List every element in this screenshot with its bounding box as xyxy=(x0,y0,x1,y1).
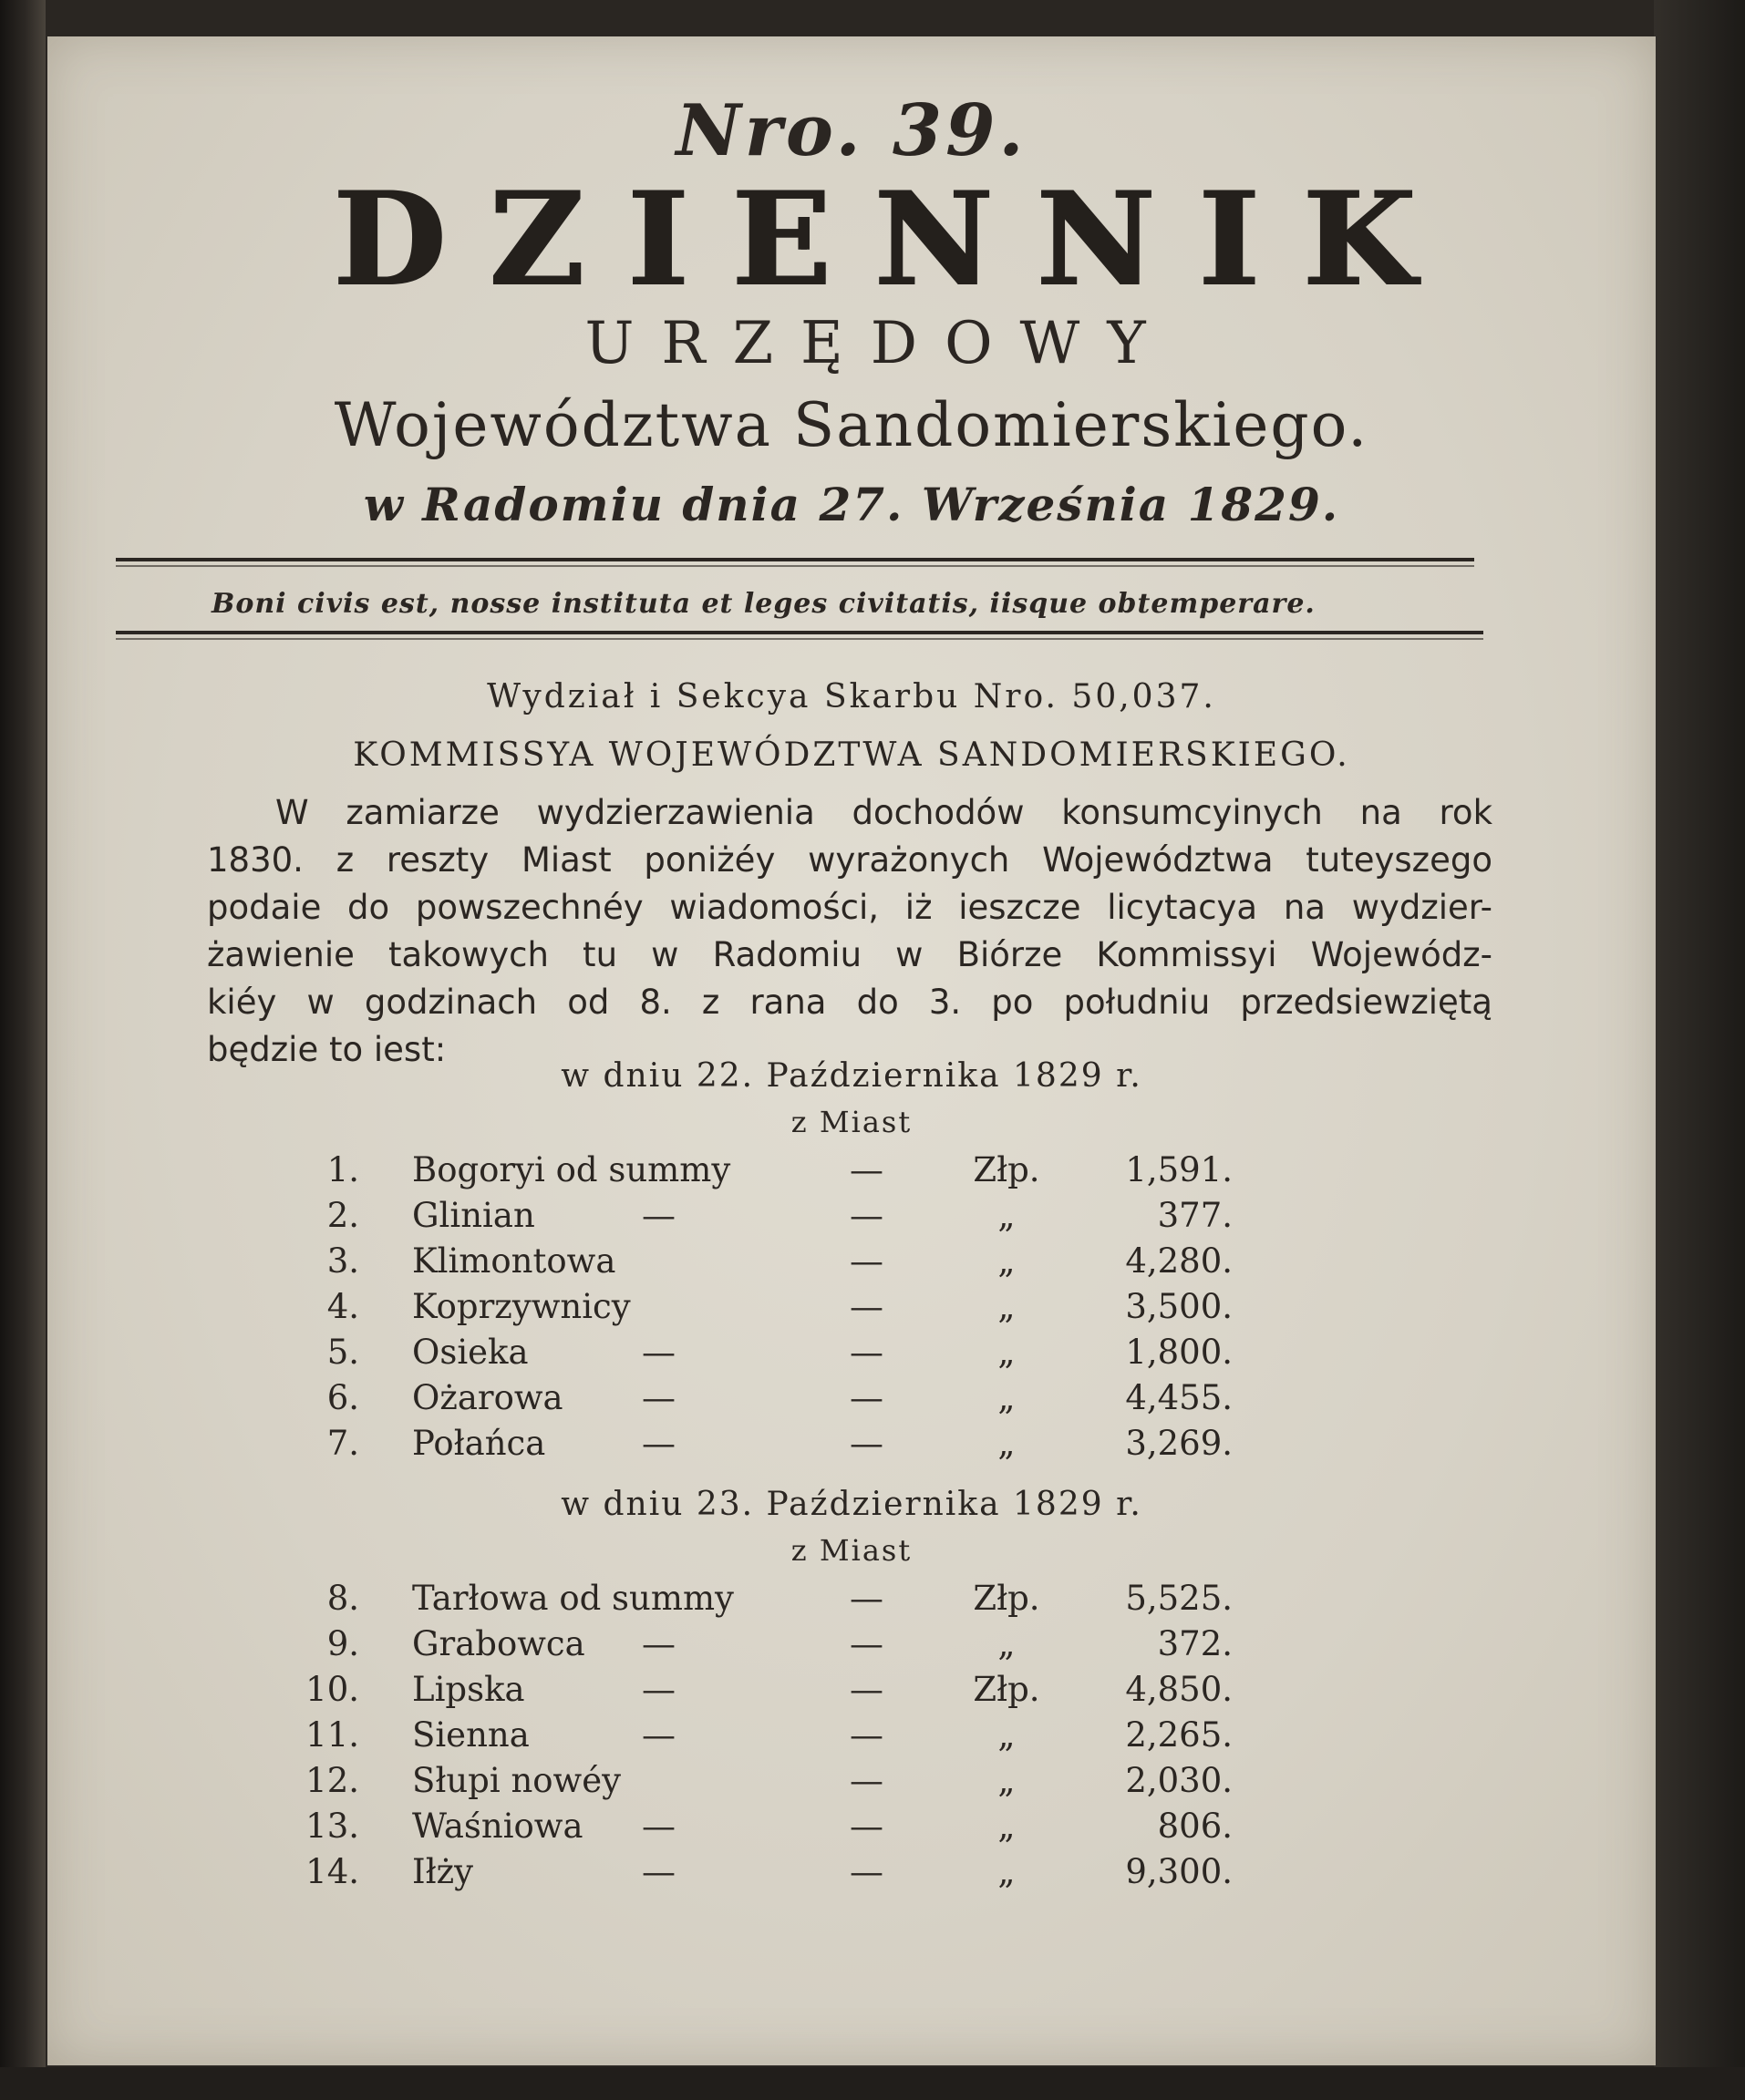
amount: 5,525. xyxy=(1125,1579,1233,1618)
body-line: żawienie takowych tu w Radomiu w Biórze Kommissyi Wojewódz- xyxy=(207,935,1492,974)
dateline: w Radomiu dnia 27. Września 1829. xyxy=(363,478,1340,531)
table-row xyxy=(47,1670,1656,1715)
body-line: będzie to iest: xyxy=(207,1030,447,1069)
amount: 4,280. xyxy=(1125,1241,1233,1281)
currency: „ xyxy=(997,1807,1016,1846)
row-number: 7. xyxy=(326,1424,359,1463)
currency: Złp. xyxy=(973,1150,1040,1189)
motto: Boni civis est, nosse instituta et leges civitatis, iisque obtemperare. xyxy=(212,588,1316,620)
currency: „ xyxy=(997,1333,1016,1372)
scan-border-bottom xyxy=(0,2067,1745,2100)
row-number: 4. xyxy=(326,1287,359,1326)
table-row xyxy=(47,1196,1656,1241)
town-name: Klimontowa xyxy=(412,1241,616,1281)
body-line: kiéy w godzinach od 8. z rana do 3. po południu przedsiewziętą xyxy=(207,983,1492,1022)
row-number: 11. xyxy=(305,1715,359,1755)
amount: 2,030. xyxy=(1125,1761,1233,1800)
notice-body xyxy=(207,789,1492,1074)
amount: 2,265. xyxy=(1125,1715,1233,1755)
dash: — xyxy=(642,1715,676,1755)
body-line: podaie do powszechnéy wiadomości, iż ieszcze licytacya na wydzier- xyxy=(207,888,1492,927)
amount: 4,850. xyxy=(1125,1670,1233,1709)
town-name: Słupi nowéy xyxy=(412,1761,622,1800)
table-row xyxy=(47,1241,1656,1287)
currency: Złp. xyxy=(973,1670,1040,1709)
town-name: Grabowca xyxy=(412,1624,585,1663)
row-number: 13. xyxy=(305,1807,359,1846)
dash: — xyxy=(850,1579,883,1618)
body-line: W zamiarze wydzierzawienia dochodów konsumcyinych na rok xyxy=(275,793,1492,832)
issue-number: Nro. 39. xyxy=(676,89,1027,172)
dash: — xyxy=(642,1378,676,1417)
row-number: 3. xyxy=(326,1241,359,1281)
scan-border-left xyxy=(0,0,46,2100)
table-row xyxy=(47,1150,1656,1196)
amount: 372. xyxy=(1157,1624,1233,1663)
row-number: 1. xyxy=(326,1150,359,1189)
town-name: Tarłowa od summy xyxy=(412,1579,734,1618)
authority-line: KOMMISSYA WOJEWÓDZTWA SANDOMIERSKIEGO. xyxy=(353,736,1350,774)
row-number: 12. xyxy=(305,1761,359,1800)
table-row xyxy=(47,1424,1656,1469)
table-row xyxy=(47,1624,1656,1670)
currency: „ xyxy=(997,1287,1016,1326)
department-line: Wydział i Sekcya Skarbu Nro. 50,037. xyxy=(487,678,1216,715)
amount: 4,455. xyxy=(1125,1378,1233,1417)
header-rule-bottom xyxy=(116,631,1483,634)
schedule-subheading: z Miast xyxy=(790,1533,913,1568)
dash: — xyxy=(642,1196,676,1235)
currency: „ xyxy=(997,1761,1016,1800)
currency: „ xyxy=(997,1624,1016,1663)
row-number: 8. xyxy=(326,1579,359,1618)
row-number: 14. xyxy=(305,1852,359,1891)
dash: — xyxy=(850,1624,883,1663)
dash: — xyxy=(642,1333,676,1372)
town-name: Osieka xyxy=(412,1333,529,1372)
dash: — xyxy=(850,1333,883,1372)
dash: — xyxy=(850,1196,883,1235)
town-name: Iłży xyxy=(412,1852,474,1891)
row-number: 10. xyxy=(305,1670,359,1709)
amount: 3,500. xyxy=(1125,1287,1233,1326)
dash: — xyxy=(642,1424,676,1463)
dash: — xyxy=(850,1424,883,1463)
dash: — xyxy=(850,1807,883,1846)
dash: — xyxy=(850,1378,883,1417)
currency: „ xyxy=(997,1378,1016,1417)
dash: — xyxy=(850,1852,883,1891)
dash: — xyxy=(642,1670,676,1709)
town-name: Waśniowa xyxy=(412,1807,583,1846)
table-row xyxy=(47,1579,1656,1624)
row-number: 5. xyxy=(326,1333,359,1372)
amount: 377. xyxy=(1157,1196,1233,1235)
header-rule-top-thin xyxy=(116,565,1474,567)
table-row xyxy=(47,1287,1656,1333)
table-row xyxy=(47,1807,1656,1852)
dash: — xyxy=(850,1670,883,1709)
dash: — xyxy=(642,1624,676,1663)
dash: — xyxy=(850,1715,883,1755)
amount: 1,591. xyxy=(1125,1150,1233,1189)
table-row xyxy=(47,1761,1656,1807)
amount: 9,300. xyxy=(1125,1852,1233,1891)
masthead-subtitle: URZĘDOWY xyxy=(584,310,1173,377)
currency: „ xyxy=(997,1852,1016,1891)
masthead-region: Województwa Sandomierskiego. xyxy=(334,390,1369,460)
dash: — xyxy=(850,1241,883,1281)
amount: 3,269. xyxy=(1125,1424,1233,1463)
dash: — xyxy=(642,1807,676,1846)
header-rule-top xyxy=(116,558,1474,561)
town-name: Koprzywnicy xyxy=(412,1287,631,1326)
schedule-date: w dniu 22. Października 1829 r. xyxy=(561,1057,1142,1095)
table-row xyxy=(47,1852,1656,1898)
masthead-title: DZIENNIK xyxy=(332,164,1459,315)
town-name: Lipska xyxy=(412,1670,525,1709)
currency: „ xyxy=(997,1715,1016,1755)
amount: 806. xyxy=(1157,1807,1233,1846)
dash: — xyxy=(850,1287,883,1326)
town-name: Ożarowa xyxy=(412,1378,563,1417)
table-row xyxy=(47,1333,1656,1378)
amount: 1,800. xyxy=(1125,1333,1233,1372)
dash: — xyxy=(850,1150,883,1189)
dash: — xyxy=(642,1852,676,1891)
header-rule-bottom-thin xyxy=(116,638,1483,640)
town-name: Połańca xyxy=(412,1424,546,1463)
schedule-subheading: z Miast xyxy=(790,1105,913,1139)
table-row xyxy=(47,1715,1656,1761)
row-number: 6. xyxy=(326,1378,359,1417)
page xyxy=(47,36,1656,2065)
currency: „ xyxy=(997,1241,1016,1281)
schedule-date: w dniu 23. Października 1829 r. xyxy=(561,1486,1142,1523)
currency: „ xyxy=(997,1196,1016,1235)
row-number: 9. xyxy=(326,1624,359,1663)
town-name: Sienna xyxy=(412,1715,530,1755)
dash: — xyxy=(850,1761,883,1800)
table-row xyxy=(47,1378,1656,1424)
town-name: Glinian xyxy=(412,1196,535,1235)
currency: Złp. xyxy=(973,1579,1040,1618)
row-number: 2. xyxy=(326,1196,359,1235)
currency: „ xyxy=(997,1424,1016,1463)
town-name: Bogoryi od summy xyxy=(412,1150,731,1189)
body-line: 1830. z reszty Miast poniżéy wyrażonych Województwa tuteyszego xyxy=(207,840,1492,880)
